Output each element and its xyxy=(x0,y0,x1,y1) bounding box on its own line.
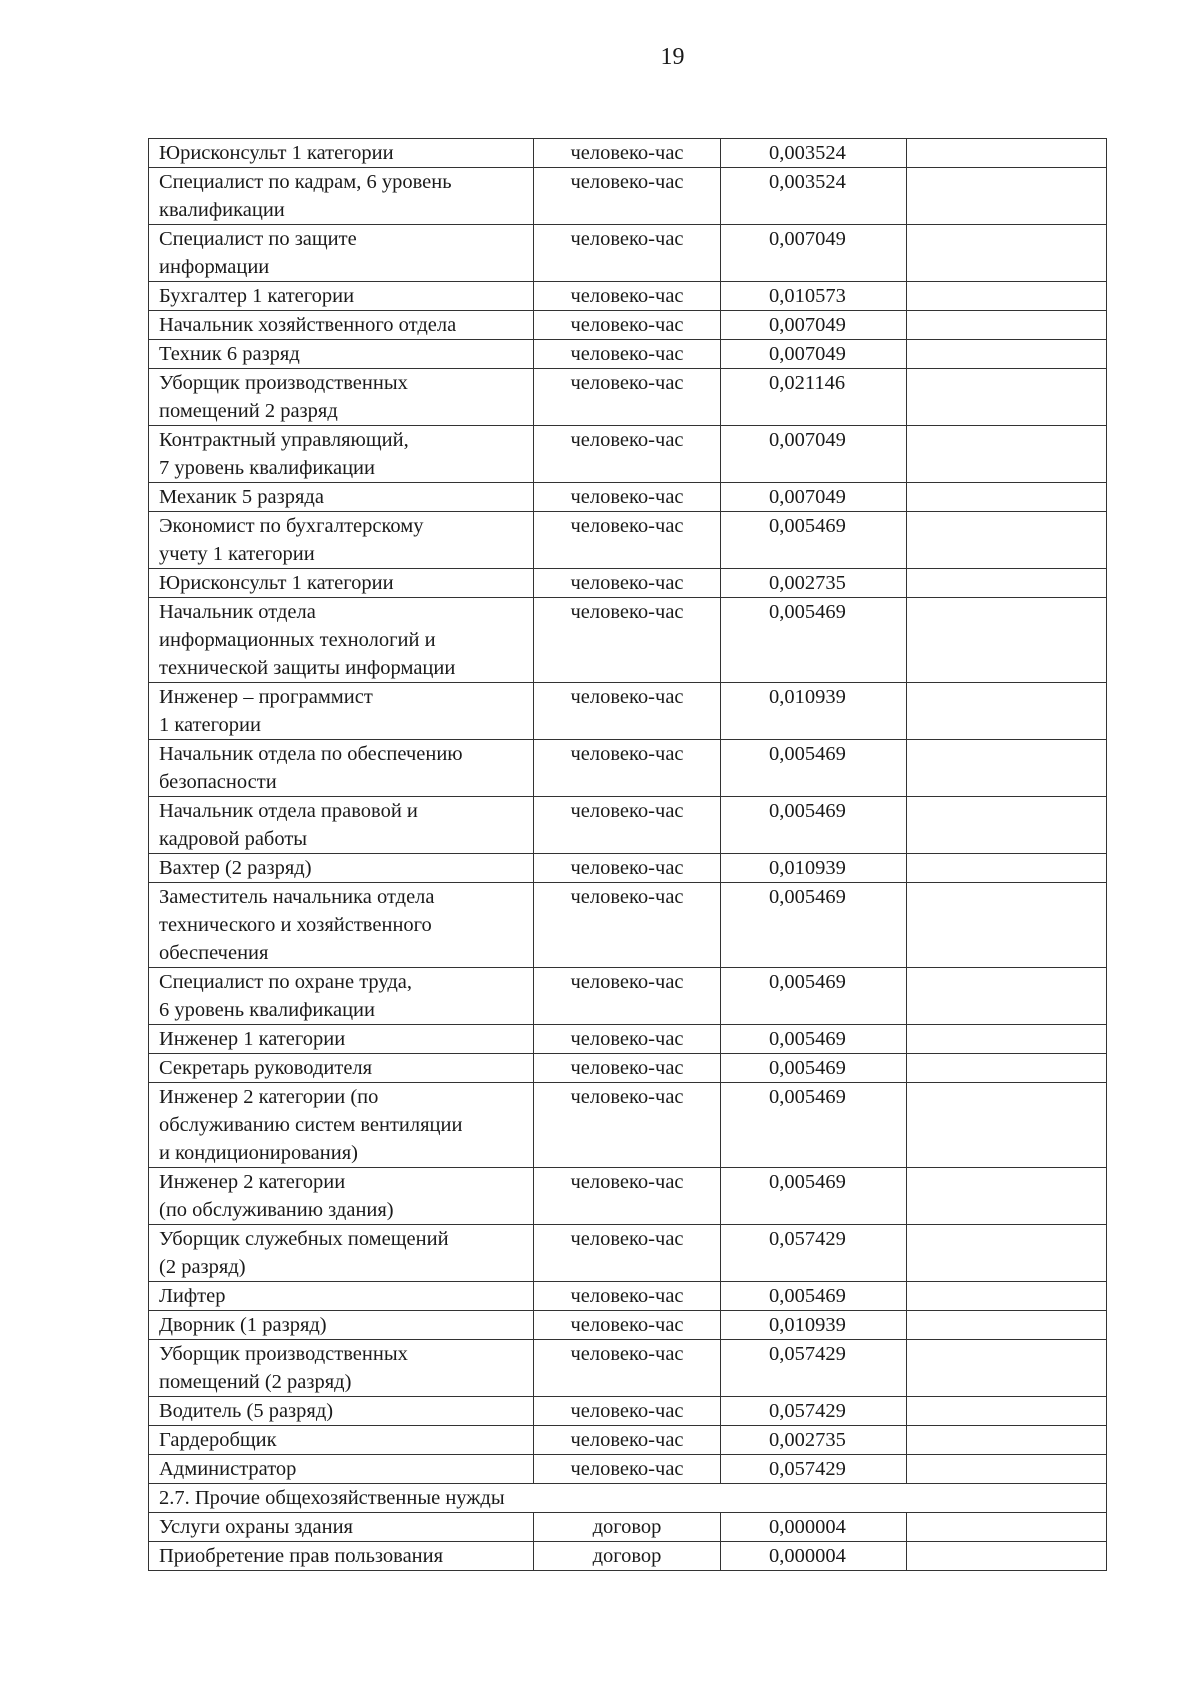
position-name-line: Уборщик производственных xyxy=(159,1343,408,1365)
position-name-line: безопасности xyxy=(159,771,277,793)
norm-value-cell: 0,057429 xyxy=(721,1340,907,1397)
position-name-cell xyxy=(149,1225,534,1282)
unit-cell: человеко-час xyxy=(534,883,721,968)
position-name-cell xyxy=(149,1054,534,1083)
table-row xyxy=(149,683,1107,740)
position-name-line: информационных технологий и xyxy=(159,629,436,651)
position-name-line: квалификации xyxy=(159,199,285,221)
position-name-line: Бухгалтер 1 категории xyxy=(159,285,355,307)
position-name-line: 6 уровень квалификации xyxy=(159,999,375,1021)
unit-cell: человеко-час xyxy=(534,311,721,340)
norm-value-cell: 0,005469 xyxy=(721,1025,907,1054)
unit-cell: человеко-час xyxy=(534,797,721,854)
position-name-cell xyxy=(149,282,534,311)
position-name-line: Механик 5 разряда xyxy=(159,486,324,508)
position-name-line: (2 разряд) xyxy=(159,1256,246,1278)
table-row xyxy=(149,797,1107,854)
empty-cell xyxy=(907,225,1107,282)
empty-cell xyxy=(907,512,1107,569)
position-name-cell xyxy=(149,1083,534,1168)
position-name-cell xyxy=(149,740,534,797)
position-name-line: Юрисконсульт 1 категории xyxy=(159,572,394,594)
unit-cell: человеко-час xyxy=(534,968,721,1025)
table-row xyxy=(149,1025,1107,1054)
position-name-cell xyxy=(149,139,534,168)
norm-value-cell: 0,000004 xyxy=(721,1542,907,1571)
empty-cell xyxy=(907,1168,1107,1225)
table-row xyxy=(149,854,1107,883)
position-name-cell xyxy=(149,797,534,854)
unit-cell: человеко-час xyxy=(534,569,721,598)
position-name-line: Гардеробщик xyxy=(159,1429,277,1451)
norm-value-cell: 0,005469 xyxy=(721,598,907,683)
position-name-line: (по обслуживанию здания) xyxy=(159,1199,394,1221)
empty-cell xyxy=(907,1397,1107,1426)
table-row xyxy=(149,1282,1107,1311)
position-name-cell xyxy=(149,1340,534,1397)
position-name-line: Заместитель начальника отдела xyxy=(159,886,435,908)
unit-cell: человеко-час xyxy=(534,598,721,683)
unit-cell: человеко-час xyxy=(534,369,721,426)
unit-cell: договор xyxy=(534,1513,721,1542)
position-name-line: Контрактный управляющий, xyxy=(159,429,409,451)
position-name-line: Уборщик служебных помещений xyxy=(159,1228,449,1250)
position-name-line: Администратор xyxy=(159,1458,297,1480)
position-name-cell xyxy=(149,1168,534,1225)
empty-cell xyxy=(907,683,1107,740)
position-name-cell xyxy=(149,1397,534,1426)
unit-cell: человеко-час xyxy=(534,282,721,311)
norm-value-cell: 0,000004 xyxy=(721,1513,907,1542)
norm-value-cell: 0,005469 xyxy=(721,740,907,797)
unit-cell: человеко-час xyxy=(534,1083,721,1168)
position-name-line: Специалист по охране труда, xyxy=(159,971,413,993)
position-name-line: Инженер – программист xyxy=(159,686,373,708)
position-name-cell xyxy=(149,512,534,569)
position-name-cell xyxy=(149,369,534,426)
norm-value-cell: 0,007049 xyxy=(721,340,907,369)
unit-cell: человеко-час xyxy=(534,854,721,883)
empty-cell xyxy=(907,168,1107,225)
unit-cell: человеко-час xyxy=(534,1426,721,1455)
position-name-line: Начальник отдела по обеспечению xyxy=(159,743,463,765)
unit-cell: человеко-час xyxy=(534,1225,721,1282)
position-name-line: Дворник (1 разряд) xyxy=(159,1314,327,1336)
empty-cell xyxy=(907,282,1107,311)
norm-value-cell: 0,005469 xyxy=(721,512,907,569)
norm-value-cell: 0,007049 xyxy=(721,311,907,340)
empty-cell xyxy=(907,1542,1107,1571)
norm-value-cell: 0,002735 xyxy=(721,1426,907,1455)
position-name-cell xyxy=(149,168,534,225)
empty-cell xyxy=(907,426,1107,483)
table-row xyxy=(149,426,1107,483)
unit-cell: человеко-час xyxy=(534,168,721,225)
section-title: 2.7. Прочие общехозяйственные нужды xyxy=(149,1484,1107,1513)
table-row xyxy=(149,1168,1107,1225)
position-name-cell xyxy=(149,311,534,340)
position-name-line: Инженер 1 категории xyxy=(159,1028,346,1050)
position-name-line: Инженер 2 категории (по xyxy=(159,1086,379,1108)
empty-cell xyxy=(907,1225,1107,1282)
position-name-cell xyxy=(149,569,534,598)
position-name-line: помещений (2 разряд) xyxy=(159,1371,352,1393)
position-name-line: 1 категории xyxy=(159,714,261,736)
empty-cell xyxy=(907,1513,1107,1542)
unit-cell: человеко-час xyxy=(534,683,721,740)
position-name-cell xyxy=(149,1542,534,1571)
position-name-line: Начальник отдела правовой и xyxy=(159,800,418,822)
table-row xyxy=(149,139,1107,168)
position-name-cell xyxy=(149,1025,534,1054)
unit-cell: человеко-час xyxy=(534,740,721,797)
position-name-line: Юрисконсульт 1 категории xyxy=(159,142,394,164)
table-row xyxy=(149,598,1107,683)
position-name-cell xyxy=(149,683,534,740)
position-name-line: обеспечения xyxy=(159,942,269,964)
table-row xyxy=(149,1225,1107,1282)
position-name-line: Специалист по защите xyxy=(159,228,357,250)
table-row xyxy=(149,968,1107,1025)
position-name-line: обслуживанию систем вентиляции xyxy=(159,1114,463,1136)
position-name-line: кадровой работы xyxy=(159,828,308,850)
table-row xyxy=(149,1397,1107,1426)
unit-cell: человеко-час xyxy=(534,225,721,282)
table-row xyxy=(149,740,1107,797)
unit-cell: человеко-час xyxy=(534,1340,721,1397)
table-row xyxy=(149,569,1107,598)
unit-cell: человеко-час xyxy=(534,483,721,512)
empty-cell xyxy=(907,1311,1107,1340)
norm-value-cell: 0,005469 xyxy=(721,883,907,968)
position-name-line: информации xyxy=(159,256,270,278)
table-row xyxy=(149,1054,1107,1083)
empty-cell xyxy=(907,1426,1107,1455)
norm-value-cell: 0,003524 xyxy=(721,168,907,225)
empty-cell xyxy=(907,569,1107,598)
unit-cell: человеко-час xyxy=(534,139,721,168)
position-name-line: Приобретение прав пользования xyxy=(159,1545,444,1567)
unit-cell: человеко-час xyxy=(534,512,721,569)
table-row xyxy=(149,1340,1107,1397)
position-name-line: Водитель (5 разряд) xyxy=(159,1400,334,1422)
empty-cell xyxy=(907,797,1107,854)
empty-cell xyxy=(907,1083,1107,1168)
position-name-line: помещений 2 разряд xyxy=(159,400,338,422)
table-row xyxy=(149,483,1107,512)
unit-cell: человеко-час xyxy=(534,1311,721,1340)
page-number: 19 xyxy=(660,44,685,70)
norm-value-cell: 0,010573 xyxy=(721,282,907,311)
norm-value-cell: 0,010939 xyxy=(721,854,907,883)
position-name-line: Вахтер (2 разряд) xyxy=(159,857,312,879)
norm-value-cell: 0,003524 xyxy=(721,139,907,168)
unit-cell: человеко-час xyxy=(534,1282,721,1311)
table-row xyxy=(149,1426,1107,1455)
table-row xyxy=(149,369,1107,426)
position-name-line: Экономист по бухгалтерскому xyxy=(159,515,424,537)
unit-cell: человеко-час xyxy=(534,426,721,483)
unit-cell: человеко-час xyxy=(534,1397,721,1426)
norm-value-cell: 0,007049 xyxy=(721,483,907,512)
empty-cell xyxy=(907,1054,1107,1083)
position-name-cell xyxy=(149,483,534,512)
position-name-cell xyxy=(149,1426,534,1455)
position-name-cell xyxy=(149,225,534,282)
norms-table-body xyxy=(149,139,1107,1571)
position-name-line: технической защиты информации xyxy=(159,657,456,679)
table-row xyxy=(149,340,1107,369)
position-name-cell xyxy=(149,426,534,483)
table-row xyxy=(149,512,1107,569)
norm-value-cell: 0,007049 xyxy=(721,225,907,282)
empty-cell xyxy=(907,1025,1107,1054)
unit-cell: человеко-час xyxy=(534,1455,721,1484)
norm-value-cell: 0,007049 xyxy=(721,426,907,483)
norm-value-cell: 0,010939 xyxy=(721,1311,907,1340)
empty-cell xyxy=(907,311,1107,340)
unit-cell: человеко-час xyxy=(534,340,721,369)
empty-cell xyxy=(907,854,1107,883)
table-row xyxy=(149,883,1107,968)
norm-value-cell: 0,005469 xyxy=(721,1054,907,1083)
table-row xyxy=(149,1311,1107,1340)
position-name-line: Секретарь руководителя xyxy=(159,1057,373,1079)
position-name-cell xyxy=(149,1282,534,1311)
position-name-line: и кондиционирования) xyxy=(159,1142,358,1164)
empty-cell xyxy=(907,340,1107,369)
position-name-cell xyxy=(149,968,534,1025)
empty-cell xyxy=(907,883,1107,968)
norm-value-cell: 0,002735 xyxy=(721,569,907,598)
position-name-cell xyxy=(149,883,534,968)
unit-cell: человеко-час xyxy=(534,1054,721,1083)
position-name-line: Начальник отдела xyxy=(159,601,316,623)
table-row xyxy=(149,1513,1107,1542)
empty-cell xyxy=(907,1282,1107,1311)
empty-cell xyxy=(907,369,1107,426)
empty-cell xyxy=(907,1340,1107,1397)
norm-value-cell: 0,021146 xyxy=(721,369,907,426)
position-name-line: Лифтер xyxy=(159,1285,226,1307)
norm-value-cell: 0,057429 xyxy=(721,1225,907,1282)
position-name-line: Техник 6 разряд xyxy=(159,343,300,365)
unit-cell: человеко-час xyxy=(534,1025,721,1054)
empty-cell xyxy=(907,598,1107,683)
unit-cell: человеко-час xyxy=(534,1168,721,1225)
table-row xyxy=(149,282,1107,311)
empty-cell xyxy=(907,740,1107,797)
position-name-line: технического и хозяйственного xyxy=(159,914,432,936)
empty-cell xyxy=(907,968,1107,1025)
position-name-line: Уборщик производственных xyxy=(159,372,408,394)
table-row xyxy=(149,1542,1107,1571)
empty-cell xyxy=(907,483,1107,512)
table-row xyxy=(149,225,1107,282)
position-name-line: Услуги охраны здания xyxy=(159,1516,353,1538)
table-row xyxy=(149,168,1107,225)
unit-cell: договор xyxy=(534,1542,721,1571)
position-name-cell xyxy=(149,1311,534,1340)
position-name-cell xyxy=(149,1513,534,1542)
norm-value-cell: 0,005469 xyxy=(721,1168,907,1225)
position-name-cell xyxy=(149,598,534,683)
position-name-cell xyxy=(149,854,534,883)
table-row xyxy=(149,311,1107,340)
position-name-line: Инженер 2 категории xyxy=(159,1171,346,1193)
norm-value-cell: 0,005469 xyxy=(721,1083,907,1168)
norm-value-cell: 0,010939 xyxy=(721,683,907,740)
norms-table xyxy=(148,138,1107,1571)
norm-value-cell: 0,005469 xyxy=(721,968,907,1025)
norm-value-cell: 0,005469 xyxy=(721,797,907,854)
table-row xyxy=(149,1083,1107,1168)
position-name-line: Специалист по кадрам, 6 уровень xyxy=(159,171,452,193)
norm-value-cell: 0,057429 xyxy=(721,1455,907,1484)
position-name-line: Начальник хозяйственного отдела xyxy=(159,314,457,336)
section-row xyxy=(149,1484,1107,1513)
norm-value-cell: 0,005469 xyxy=(721,1282,907,1311)
position-name-cell xyxy=(149,340,534,369)
table-row xyxy=(149,1455,1107,1484)
norm-value-cell: 0,057429 xyxy=(721,1397,907,1426)
position-name-line: учету 1 категории xyxy=(159,543,315,565)
empty-cell xyxy=(907,139,1107,168)
position-name-line: 7 уровень квалификации xyxy=(159,457,375,479)
position-name-cell xyxy=(149,1455,534,1484)
empty-cell xyxy=(907,1455,1107,1484)
